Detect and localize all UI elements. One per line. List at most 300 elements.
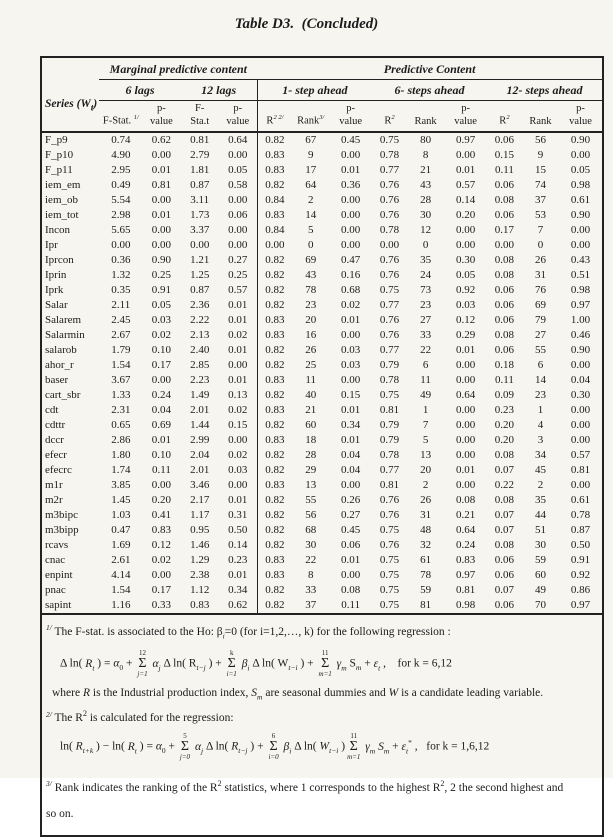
cell-value: 0.00	[228, 149, 248, 162]
cell-value: 0.00	[570, 224, 591, 237]
column-header: Rank	[407, 101, 444, 133]
cell-value: 0.01	[228, 569, 248, 582]
cell-value: 2.11	[111, 299, 131, 312]
footnote-1-text: The F-stat. is associated to the Ho: $\beta_i=0$ (for i=1,2,…, k) for the following regression :	[54, 626, 451, 641]
cell-value: 27	[534, 329, 546, 342]
cell-value: 0.08	[494, 329, 515, 342]
series-name: enpint	[45, 569, 73, 582]
cell-value: 0.76	[379, 509, 400, 522]
cell-value: 0.00	[151, 479, 172, 492]
cell-value: 0.78	[379, 374, 400, 387]
column-header: $R^2$	[487, 101, 522, 133]
cell-value: 0.07	[494, 509, 515, 522]
cell-value: 0.83	[257, 568, 292, 583]
cell-value: 0.05	[151, 299, 172, 312]
cell-value: 43	[305, 269, 317, 282]
cell-value: 20	[305, 314, 317, 327]
cell-value: 0.00	[151, 149, 172, 162]
cell-value: 0.57	[570, 449, 591, 462]
series-name: Iprk	[45, 284, 64, 297]
cell-value: 67	[305, 134, 317, 147]
cell-value: 1.46	[190, 539, 210, 552]
cell-value: 0.00	[341, 479, 361, 492]
cell-value: 78	[420, 569, 432, 582]
cell-value: 0.25	[151, 269, 172, 282]
cell-value: 0.00	[570, 434, 591, 447]
column-header: F- Sta.t	[181, 101, 219, 133]
cell-value: 0.81	[190, 134, 210, 147]
cell-value: 1.45	[111, 494, 131, 507]
series-name: iem_tot	[45, 209, 79, 222]
cell-value: 0.57	[455, 179, 476, 192]
cell-value: 0.91	[151, 284, 172, 297]
cell-value: 0.57	[228, 284, 248, 297]
cell-value: 0.20	[151, 494, 172, 507]
cell-value: 0.82	[257, 418, 292, 433]
series-name: pnac	[45, 584, 66, 597]
cell-value: 0.00	[455, 359, 476, 372]
cell-value: 3.11	[190, 194, 210, 207]
footnote-3-text: Rank indicates the ranking of the $R^2$ statistics, where 1 corresponds to the highest $R^2$, 2 the second highest and so on.	[46, 779, 564, 821]
cell-value: 0.20	[494, 419, 515, 432]
cell-value: 0.00	[455, 419, 476, 432]
cell-value: 0.10	[151, 449, 172, 462]
cell-value: 0.00	[341, 224, 361, 237]
cell-value: 0.12	[151, 539, 172, 552]
cell-value: 18	[305, 434, 317, 447]
cell-value: 28	[305, 449, 317, 462]
cell-value: 3	[537, 434, 544, 447]
footnote-2-text: The $R^2$ is calculated for the regression:	[54, 709, 234, 725]
span-header: 6- steps ahead	[372, 80, 487, 101]
cell-value: 20	[420, 464, 432, 477]
cell-value: 49	[420, 389, 432, 402]
cell-value: 0.84	[257, 223, 292, 238]
cell-value: 0.83	[257, 313, 292, 328]
cell-value: 0.00	[228, 239, 248, 252]
cell-value: 0.01	[455, 164, 476, 177]
footnote-1-formula: Δ ln( $R_t$ ) = $\alpha_0$ + 12 Σ j=1 $\alpha_j$ Δ ln( $R_{t-j}$ ) + k Σ i=1 $\beta_i$ Δ ln( $W_{t-i}$ ) + 11 Σ m=1 $\gamma_m$ $S_m + \varepsilon_t$ , for k = 6,12	[60, 649, 452, 679]
cell-value: 0.01	[228, 494, 248, 507]
cell-value: 26	[305, 344, 317, 357]
cell-value: 55	[534, 344, 546, 357]
cell-value: 0.08	[494, 194, 515, 207]
cell-value: 0.25	[228, 269, 248, 282]
cell-value: 0.00	[151, 569, 172, 582]
cell-value: 23	[420, 299, 432, 312]
cell-value: 0.02	[228, 329, 248, 342]
cell-value: 0.75	[379, 134, 400, 147]
cell-value: 0.06	[494, 314, 515, 327]
cell-value: 49	[534, 584, 546, 597]
cell-value: 0.76	[379, 539, 400, 552]
cell-value: 6	[422, 359, 429, 372]
cell-value: 0.82	[257, 448, 292, 463]
cell-value: 2.45	[111, 314, 131, 327]
cell-value: 0.86	[570, 584, 591, 597]
cell-value: 23	[305, 299, 317, 312]
cell-value: 0.29	[455, 329, 476, 342]
cell-value: 0.65	[111, 419, 131, 432]
cell-value: 0.97	[570, 599, 591, 612]
cell-value: 0.98	[570, 284, 591, 297]
series-name: m1r	[45, 479, 63, 492]
span-header: 6 lags	[99, 80, 180, 101]
cell-value: 0.75	[379, 524, 400, 537]
cell-value: 0.01	[151, 164, 172, 177]
cell-value: 0.11	[341, 599, 361, 612]
cell-value: 69	[305, 254, 317, 267]
cell-value: 79	[534, 314, 546, 327]
cell-value: 0.11	[495, 374, 514, 387]
cell-value: 11	[420, 374, 431, 387]
cell-value: 0.02	[228, 404, 248, 417]
cell-value: 0.04	[341, 449, 361, 462]
cell-value: 0.75	[379, 284, 400, 297]
cell-value: 26	[534, 254, 546, 267]
series-name: baser	[45, 374, 69, 387]
table-row	[42, 238, 602, 253]
cell-value: 0.68	[341, 284, 361, 297]
cell-value: 59	[420, 584, 432, 597]
cell-value: 0	[537, 239, 544, 252]
column-header: $R^{2 2/}$	[257, 101, 292, 133]
cell-value: 0.82	[257, 583, 292, 598]
cell-value: 0.46	[570, 329, 591, 342]
cell-value: 25	[305, 359, 317, 372]
footnote-2	[46, 707, 594, 727]
cell-value: 0.00	[455, 224, 476, 237]
cell-value: 14	[534, 374, 546, 387]
cell-value: 0.00	[455, 239, 476, 252]
cell-value: 31	[420, 509, 432, 522]
cell-value: 1.25	[190, 269, 210, 282]
cell-value: 0.04	[151, 404, 172, 417]
cell-value: 0.23	[228, 554, 248, 567]
cell-value: 0.62	[151, 134, 172, 147]
cell-value: 0.74	[111, 134, 131, 147]
cell-value: 0.08	[494, 269, 515, 282]
cell-value: 74	[534, 179, 546, 192]
footnotes-section	[42, 615, 602, 835]
cell-value: 2.40	[190, 344, 210, 357]
cell-value: 2.79	[190, 149, 210, 162]
cell-value: 0.81	[455, 584, 476, 597]
cell-value: 53	[534, 209, 546, 222]
cell-value: 0.00	[111, 239, 131, 252]
column-header: p- value	[142, 101, 180, 133]
cell-value: 2.17	[190, 494, 210, 507]
cell-value: 0.82	[257, 298, 292, 313]
cell-value: 16	[305, 329, 317, 342]
cell-value: 0.75	[379, 389, 400, 402]
cell-value: 1.74	[111, 464, 131, 477]
cell-value: 0.06	[494, 284, 515, 297]
cell-value: 0.33	[151, 599, 172, 612]
footnote-1-where: where R is the Industrial production index, $S_m$ are seasonal dummies and W is a candidate leading variable.	[52, 687, 544, 702]
span-header-row	[42, 80, 602, 101]
series-name: Iprcon	[45, 254, 74, 267]
cell-value: 0.01	[341, 164, 361, 177]
cell-value: 0.75	[379, 584, 400, 597]
cell-value: 0.90	[570, 134, 591, 147]
cell-value: 0.17	[494, 224, 515, 237]
series-name: iem_em	[45, 179, 81, 192]
series-name: rcavs	[45, 539, 69, 552]
cell-value: 17	[305, 164, 317, 177]
cell-value: 37	[305, 599, 317, 612]
cell-value: 0.83	[257, 403, 292, 418]
footnote-3	[46, 771, 594, 827]
footnote-3-marker: 3/	[46, 779, 52, 789]
cell-value: 22	[420, 344, 432, 357]
cell-value: 0.82	[257, 463, 292, 478]
cell-value: 0.82	[257, 283, 292, 298]
cell-value: 78	[305, 284, 317, 297]
cell-value: 0.95	[190, 524, 210, 537]
cell-value: 0.82	[257, 358, 292, 373]
cell-value: 0.82	[257, 268, 292, 283]
cell-value: 5	[307, 224, 314, 237]
table-row	[42, 478, 602, 493]
cell-value: 0.91	[570, 554, 591, 567]
cell-value: 0.03	[455, 299, 476, 312]
cell-value: 76	[534, 284, 546, 297]
cell-value: 0.05	[455, 269, 476, 282]
cell-value: 0.20	[494, 434, 515, 447]
cell-value: 1.12	[190, 584, 210, 597]
blank-header-cell	[42, 58, 99, 80]
cell-value: 0.00	[570, 149, 591, 162]
cell-value: 14	[305, 209, 317, 222]
cell-value: 15	[534, 164, 546, 177]
cell-value: 4.14	[111, 569, 131, 582]
cell-value: 30	[420, 209, 432, 222]
cell-value: 31	[534, 269, 546, 282]
cell-value: 0.77	[379, 299, 400, 312]
column-header: p- value	[219, 101, 257, 133]
table-row	[42, 553, 602, 568]
cell-value: 27	[420, 314, 432, 327]
table-row	[42, 583, 602, 598]
cell-value: 0.34	[228, 584, 248, 597]
cell-value: 0.24	[151, 389, 172, 402]
cell-value: 0	[307, 239, 314, 252]
cell-value: 7	[537, 224, 544, 237]
cell-value: 0.06	[494, 179, 515, 192]
cell-value: 80	[420, 134, 432, 147]
cell-value: 0.58	[228, 179, 248, 192]
cell-value: 9	[307, 149, 314, 162]
cell-value: 1.17	[190, 509, 210, 522]
cell-value: 0.00	[151, 374, 172, 387]
cell-value: 0.76	[379, 194, 400, 207]
cell-value: 12	[420, 224, 432, 237]
cell-value: 0.13	[228, 389, 248, 402]
cell-value: 61	[420, 554, 432, 567]
series-name: Salarem	[45, 314, 82, 327]
cell-value: 0.24	[455, 539, 476, 552]
cell-value: 2	[307, 194, 314, 207]
series-name: efecr	[45, 449, 67, 462]
span-header: 12 lags	[181, 80, 258, 101]
cell-value: 0.18	[494, 359, 515, 372]
cell-value: 0.15	[228, 419, 248, 432]
cell-value: 0.08	[494, 539, 515, 552]
cell-value: 0.06	[341, 539, 361, 552]
cell-value: 0.81	[379, 479, 400, 492]
cell-value: 2.67	[111, 329, 131, 342]
cell-value: 44	[534, 509, 546, 522]
cell-value: 0.15	[494, 149, 515, 162]
cell-value: 0.20	[455, 209, 476, 222]
cell-value: 0.03	[151, 314, 172, 327]
cell-value: 60	[534, 569, 546, 582]
series-name: ahor_r	[45, 359, 74, 372]
cell-value: 0.36	[341, 179, 361, 192]
table-body	[42, 132, 602, 614]
cell-value: 33	[420, 329, 432, 342]
cell-value: 0.03	[341, 344, 361, 357]
cell-value: 0.50	[570, 539, 591, 552]
cell-value: 60	[305, 419, 317, 432]
table-row	[42, 253, 602, 268]
cell-value: 0.43	[570, 254, 591, 267]
cell-value: 0.00	[228, 359, 248, 372]
table-row	[42, 508, 602, 523]
series-name: m2r	[45, 494, 63, 507]
table-row	[42, 178, 602, 193]
cell-value: 0.34	[341, 419, 361, 432]
cell-value: 0.01	[341, 404, 361, 417]
cell-value: 0.00	[257, 238, 292, 253]
cell-value: 0.97	[570, 299, 591, 312]
group-header-row	[42, 58, 602, 80]
series-name: iem_ob	[45, 194, 78, 207]
cell-value: 0.83	[257, 328, 292, 343]
table-row	[42, 448, 602, 463]
cell-value: 21	[305, 404, 317, 417]
table-row	[42, 403, 602, 418]
cell-value: 0.83	[257, 433, 292, 448]
cell-value: 26	[420, 494, 432, 507]
cell-value: 0.83	[257, 373, 292, 388]
cell-value: 0.01	[228, 344, 248, 357]
cell-value: 0.21	[455, 509, 476, 522]
cell-value: 0.35	[111, 284, 131, 297]
series-name: m3bipp	[45, 524, 79, 537]
cell-value: 0.83	[257, 148, 292, 163]
cell-value: 0.01	[341, 434, 361, 447]
cell-value: 0.00	[455, 434, 476, 447]
cell-value: 69	[534, 299, 546, 312]
cell-value: 0.82	[257, 598, 292, 614]
cell-value: 0.76	[379, 254, 400, 267]
cell-value: 2.95	[111, 164, 131, 177]
cell-value: 0.00	[341, 569, 361, 582]
cell-value: 0.78	[570, 509, 591, 522]
cell-value: 21	[420, 164, 432, 177]
table-row	[42, 418, 602, 433]
cell-value: 0.78	[379, 449, 400, 462]
series-name: sapint	[45, 599, 72, 612]
cell-value: 0.83	[151, 524, 172, 537]
cell-value: 0.49	[111, 179, 131, 192]
cell-value: 0.98	[570, 179, 591, 192]
cell-value: 0.00	[570, 419, 591, 432]
cell-value: 2.04	[190, 449, 210, 462]
cell-value: 0.23	[494, 404, 515, 417]
table-row	[42, 598, 602, 614]
cell-value: 1.54	[111, 359, 131, 372]
cell-value: 0.51	[570, 269, 591, 282]
cell-value: 0.97	[455, 569, 476, 582]
cell-value: 55	[305, 494, 317, 507]
cell-value: 0.01	[228, 374, 248, 387]
cell-value: 0.27	[228, 254, 248, 267]
cell-value: 1.54	[111, 584, 131, 597]
cell-value: 29	[305, 464, 317, 477]
series-column-header: Series $(W_t)$	[42, 80, 99, 133]
cell-value: 0.00	[570, 479, 591, 492]
cell-value: 1.69	[111, 539, 131, 552]
cell-value: 0.01	[341, 554, 361, 567]
cell-value: 1.00	[570, 314, 591, 327]
series-name: F_p10	[45, 149, 74, 162]
cell-value: 30	[534, 539, 546, 552]
data-table	[42, 58, 602, 615]
table-row	[42, 433, 602, 448]
cell-value: 0.00	[228, 479, 248, 492]
cell-value: 0.97	[455, 134, 476, 147]
cell-value: 0.08	[455, 494, 476, 507]
cell-value: 43	[420, 179, 432, 192]
table-row	[42, 163, 602, 178]
series-name: Ipr	[45, 239, 58, 252]
cell-value: 0.11	[495, 164, 514, 177]
cell-value: 0.17	[151, 359, 172, 372]
table-row	[42, 132, 602, 148]
cell-value: 2.01	[190, 464, 210, 477]
cell-value: 2.01	[190, 404, 210, 417]
cell-value: 1.32	[111, 269, 131, 282]
cell-value: 1.81	[190, 164, 210, 177]
cell-value: 0.26	[341, 494, 361, 507]
series-name: cnac	[45, 554, 66, 567]
cell-value: 32	[420, 539, 432, 552]
cell-value: 0.83	[257, 478, 292, 493]
cell-value: 0.82	[257, 388, 292, 403]
cell-value: 0.62	[228, 599, 248, 612]
cell-value: 24	[420, 269, 432, 282]
cell-value: 2.99	[190, 434, 210, 447]
cell-value: 6	[537, 359, 544, 372]
column-header: F-Stat. $^{1/}$	[99, 101, 142, 133]
series-name: Salar	[45, 299, 68, 312]
cell-value: 2.38	[190, 569, 210, 582]
column-header: p- value	[329, 101, 372, 133]
cell-value: 0.04	[341, 464, 361, 477]
cell-value: 2.36	[190, 299, 210, 312]
cell-value: 37	[534, 194, 546, 207]
cell-value: 2.23	[190, 374, 210, 387]
cell-value: 0.84	[257, 193, 292, 208]
table-row	[42, 328, 602, 343]
series-name: m3bipc	[45, 509, 78, 522]
cell-value: 0.00	[341, 194, 361, 207]
cell-value: 1.16	[111, 599, 131, 612]
cell-value: 0.14	[228, 539, 248, 552]
